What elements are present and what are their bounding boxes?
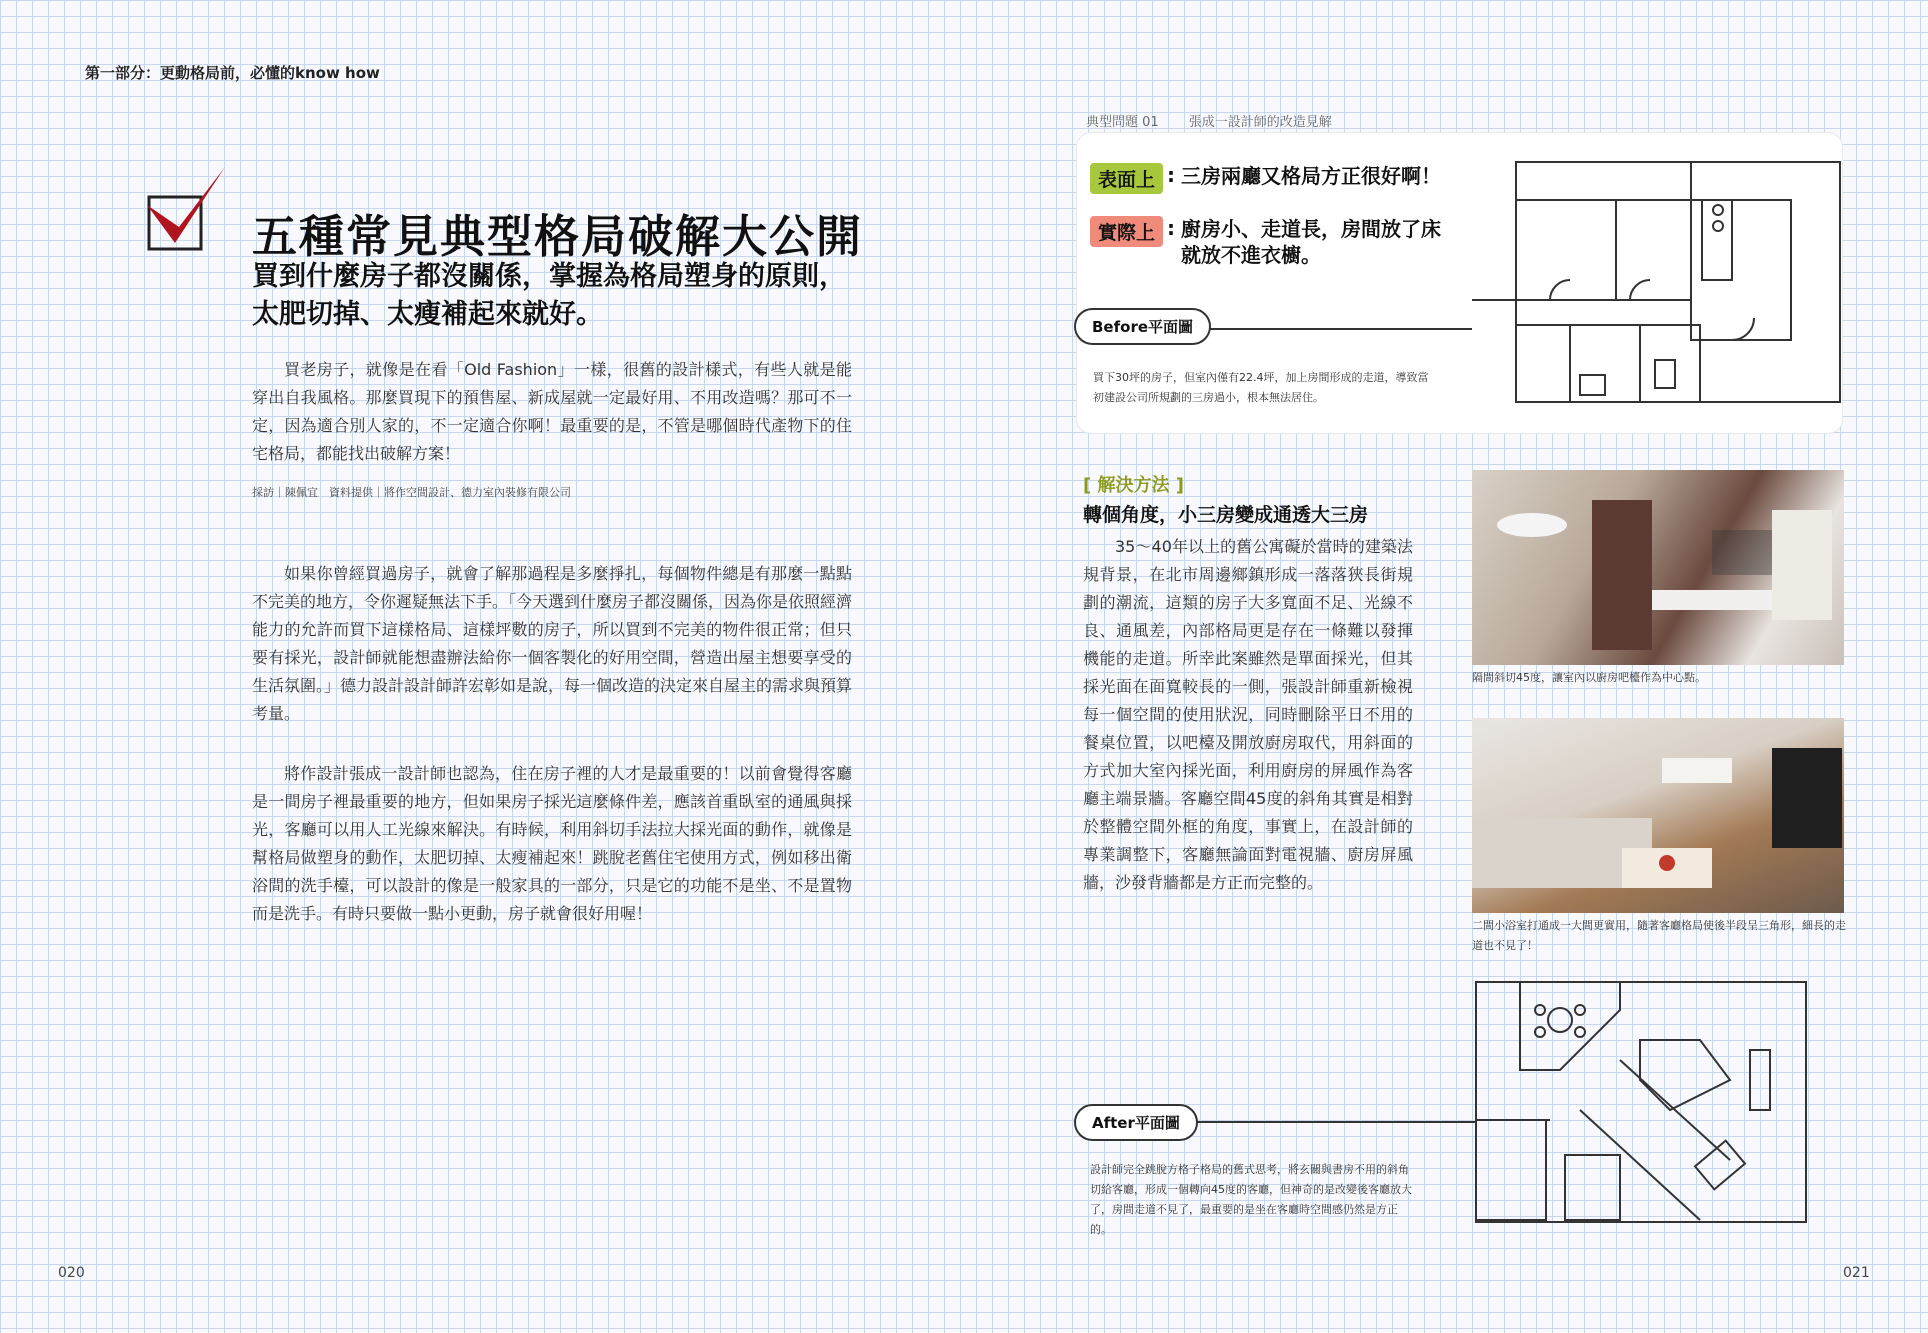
solution-body-text: 35～40年以上的舊公寓礙於當時的建築法規背景，在北市周邊鄉鎮形成一落落狹長街規劃的潮流，這類的房子大多寬面不足、光線不良、通風差，內部格局更是存在一條難以發揮機能的走道。所幸此案雖然是單面採光，但其採光面在面寬較長的一側，張設計師重新檢視每一個空間的使用狀況，同時刪除平日不用的餐桌位置，以吧檯及開放廚房取代，用斜面的方式加大室內採光面，利用廚房的屏風作為客廳主端景牆。客廳空間45度的斜角其實是相對於整體空間外框的角度，事實上，在設計師的專業調整下，客廳無論面對電視牆、廚房屏風牆，沙發背牆都是方正而完整的。 — [1083, 537, 1413, 892]
kitchen-photo-illustration — [1472, 470, 1844, 665]
actual-colon: : — [1167, 216, 1176, 240]
intro-text: 買老房子，就像是在看「Old Fashion」一樣，很舊的設計樣式，有些人就是能穿出自我風格。那麼買現下的預售屋、新成屋就一定最好用、不用改造嗎？那可不一定，因為適合別人家的，不一定適合你啊！最重要的是，不管是哪個時代產物下的住宅格局，都能找出破解方案！ — [252, 360, 852, 463]
problem-header — [1086, 111, 1332, 130]
after-leader-line — [1178, 1121, 1476, 1123]
problem-number: 典型問題 01 — [1086, 115, 1159, 130]
credit-line: 採訪｜陳佩宜 資料提供｜將作空間設計、德力室內裝修有限公司 — [252, 486, 571, 499]
page-number-left: 020 — [58, 1265, 85, 1281]
actual-text: 廚房小、走道長，房間放了床就放不進衣櫥。 — [1181, 217, 1442, 267]
living-room-photo — [1472, 718, 1844, 913]
kitchen-photo — [1472, 470, 1844, 665]
page-number-right: 021 — [1843, 1265, 1870, 1281]
surface-colon: : — [1167, 163, 1176, 187]
intro-paragraph — [252, 356, 852, 468]
before-plan-label: Before平面圖 — [1074, 308, 1211, 345]
surface-tag: 表面上 — [1090, 163, 1163, 194]
actual-tag: 實際上 — [1090, 216, 1163, 247]
living-room-photo-illustration — [1472, 718, 1844, 913]
actual-row — [1090, 216, 1441, 268]
after-caption: 設計師完全跳脫方格子格局的舊式思考，將玄關與書房不用的斜角切給客廳，形成一個轉向45度的客廳，但神奇的是改變後客廳放大了，房間走道不見了，最重要的是坐在客廳時空間感仍然是方正的。 — [1090, 1163, 1412, 1236]
after-plan-label: After平面圖 — [1074, 1104, 1198, 1141]
before-floor-plan — [1470, 160, 1842, 408]
section-header: 第一部分：更動格局前，必懂的know how — [85, 64, 380, 82]
paragraph-1-text: 如果你曾經買過房子，就會了解那過程是多麼掙扎，每個物件總是有那麼一點點不完美的地方，令你遲疑無法下手。「今天選到什麼房子都沒關係，因為你是依照經濟能力的允許而買下這樣格局、這樣坪數的房子，所以買到不完美的物件很正常；但只要有採光，設計師就能想盡辦法給你一個客製化的好用空間，營造出屋主想要享受的生活氛圍。」德力設計設計師許宏彰如是說，每一個改造的決定來自屋主的需求與預算考量。 — [252, 564, 853, 723]
solution-label: [ 解決方法 ] — [1083, 475, 1184, 496]
body-paragraph-1 — [252, 560, 852, 728]
before-leader-line — [1206, 328, 1472, 330]
paragraph-2-text: 將作設計張成一設計師也認為，住在房子裡的人才是最重要的！以前會覺得客廳是一間房子裡最重要的地方，但如果房子採光這麼條件差，應該首重臥室的通風與採光，客廳可以用人工光線來解決。有時候，利用斜切手法拉大採光面的動作，就像是幫格局做塑身的動作，太肥切掉、太瘦補起來！跳脫老舊住宅使用方式，例如移出衛浴間的洗手檯，可以設計的像是一般家具的一部分，只是它的功能不是坐、不是置物而是洗手。有時只要做一點小更動，房子就會很好用喔！ — [252, 764, 852, 923]
before-caption: 買下30坪的房子，但室內僅有22.4坪，加上房間形成的走道，導致當初建設公司所規劃的三房過小，根本無法居住。 — [1093, 371, 1429, 404]
page-title: 五種常見典型格局破解大公開 — [252, 210, 864, 263]
solution-title: 轉個角度，小三房變成通透大三房 — [1083, 504, 1369, 526]
living-room-photo-caption: 二間小浴室打通成一大間更實用，隨著客廳格局使後半段呈三角形，細長的走道也不見了！ — [1472, 919, 1846, 952]
surface-text: 三房兩廳又格局方正很好啊！ — [1181, 164, 1442, 188]
surface-row — [1090, 163, 1441, 194]
checkbox-check-icon — [145, 165, 230, 260]
kitchen-photo-caption: 隔間斜切45度，讓室內以廚房吧檯作為中心點。 — [1472, 671, 1706, 684]
solution-body — [1083, 533, 1413, 897]
body-paragraph-2 — [252, 760, 852, 928]
after-floor-plan — [1470, 980, 1810, 1228]
page-subtitle: 買到什麼房子都沒關係，掌握為格局塑身的原則，太肥切掉、太瘦補起來就好。 — [252, 261, 846, 330]
problem-source: 張成一設計師的改造見解 — [1188, 115, 1332, 130]
